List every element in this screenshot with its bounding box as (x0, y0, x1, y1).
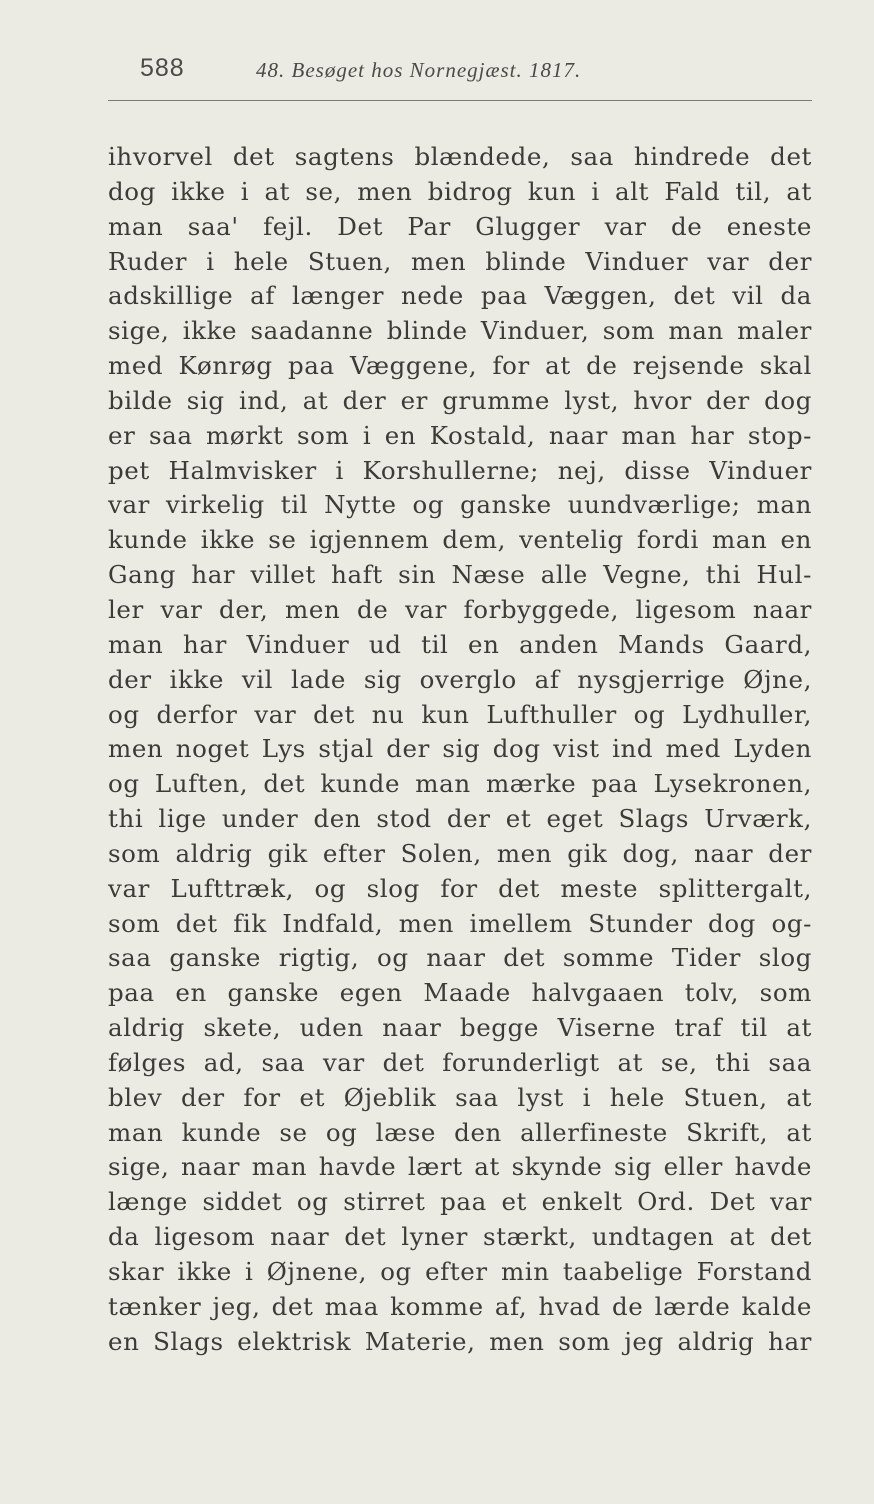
text-line: bilde sig ind, at der er grumme lyst, hvor der dog (108, 385, 812, 415)
text-line: ihvorvel det sagtens blændede, saa hindrede det (108, 142, 812, 171)
text-line: man kunde se og læse den allerfineste Skrift, at (108, 1117, 812, 1147)
body-text (108, 140, 812, 1360)
text-line: thi lige under den stod der et eget Slags Urværk, (108, 804, 812, 834)
text-line: tænker jeg, det maa komme af, hvad de lærde kalde (108, 1291, 812, 1321)
text-line: og derfor var det nu kun Lufthuller og Lydhuller, (108, 699, 812, 729)
text-line: som aldrig gik efter Solen, men gik dog, naar der (108, 838, 812, 868)
header-rule (108, 100, 812, 101)
text-line: følges ad, saa var det forunderligt at se, thi saa (108, 1047, 812, 1077)
text-line: var Lufttræk, og slog for det meste splittergalt, (108, 873, 812, 903)
text-line: sige, naar man havde lært at skynde sig eller havde (108, 1152, 812, 1182)
text-line: med Kønrøg paa Væggene, for at de rejsende skal (108, 351, 812, 381)
text-line: kunde ikke se igjennem dem, ventelig fordi man en (108, 525, 812, 555)
text-line: er saa mørkt som i en Kostald, naar man har stop- (108, 420, 812, 450)
running-title: 48. Besøget hos Nornegjæst. 1817. (256, 58, 582, 82)
text-line: var virkelig til Nytte og ganske uundværlige; man (108, 490, 812, 520)
text-line: en Slags elektrisk Materie, men som jeg aldrig har (108, 1326, 812, 1356)
text-line: Gang har villet haft sin Næse alle Vegne, thi Hul- (108, 560, 812, 590)
text-line: paa en ganske egen Maade halvgaaen tolv, som (108, 978, 812, 1008)
text-line: sige, ikke saadanne blinde Vinduer, som man maler (108, 316, 812, 346)
text-line: man har Vinduer ud til en anden Mands Gaard, (108, 629, 812, 659)
page-header (140, 54, 816, 88)
text-line: man saa' fejl. Det Par Glugger var de eneste (108, 211, 812, 241)
text-line: skar ikke i Øjnene, og efter min taabelige Forstand (108, 1257, 812, 1286)
text-line: saa ganske rigtig, og naar det somme Tider slog (108, 943, 812, 973)
text-line: da ligesom naar det lyner stærkt, undtagen at det (108, 1222, 812, 1252)
text-line: der ikke vil lade sig overglo af nysgjerrige Øjne, (108, 664, 812, 694)
text-line: men noget Lys stjal der sig dog vist ind med Lyden (108, 734, 812, 764)
text-line: ler var der, men de var forbyggede, ligesom naar (108, 594, 812, 624)
text-line: og Luften, det kunde man mærke paa Lysekronen, (108, 769, 812, 799)
text-line: pet Halmvisker i Korshullerne; nej, disse Vinduer (108, 455, 812, 485)
text-line: som det fik Indfald, men imellem Stunder dog og- (108, 908, 812, 938)
text-line: dog ikke i at se, men bidrog kun i alt Fald til, at (108, 176, 812, 206)
text-line: Ruder i hele Stuen, men blinde Vinduer var der (108, 246, 812, 276)
text-line: aldrig skete, uden naar begge Viserne traf til at (108, 1013, 812, 1043)
text-line: adskillige af længer nede paa Væggen, det vil da (108, 281, 812, 311)
page-number: 588 (140, 54, 185, 82)
text-line: blev der for et Øjeblik saa lyst i hele Stuen, at (108, 1082, 812, 1112)
text-line: længe siddet og stirret paa et enkelt Ord. Det var (108, 1187, 812, 1217)
